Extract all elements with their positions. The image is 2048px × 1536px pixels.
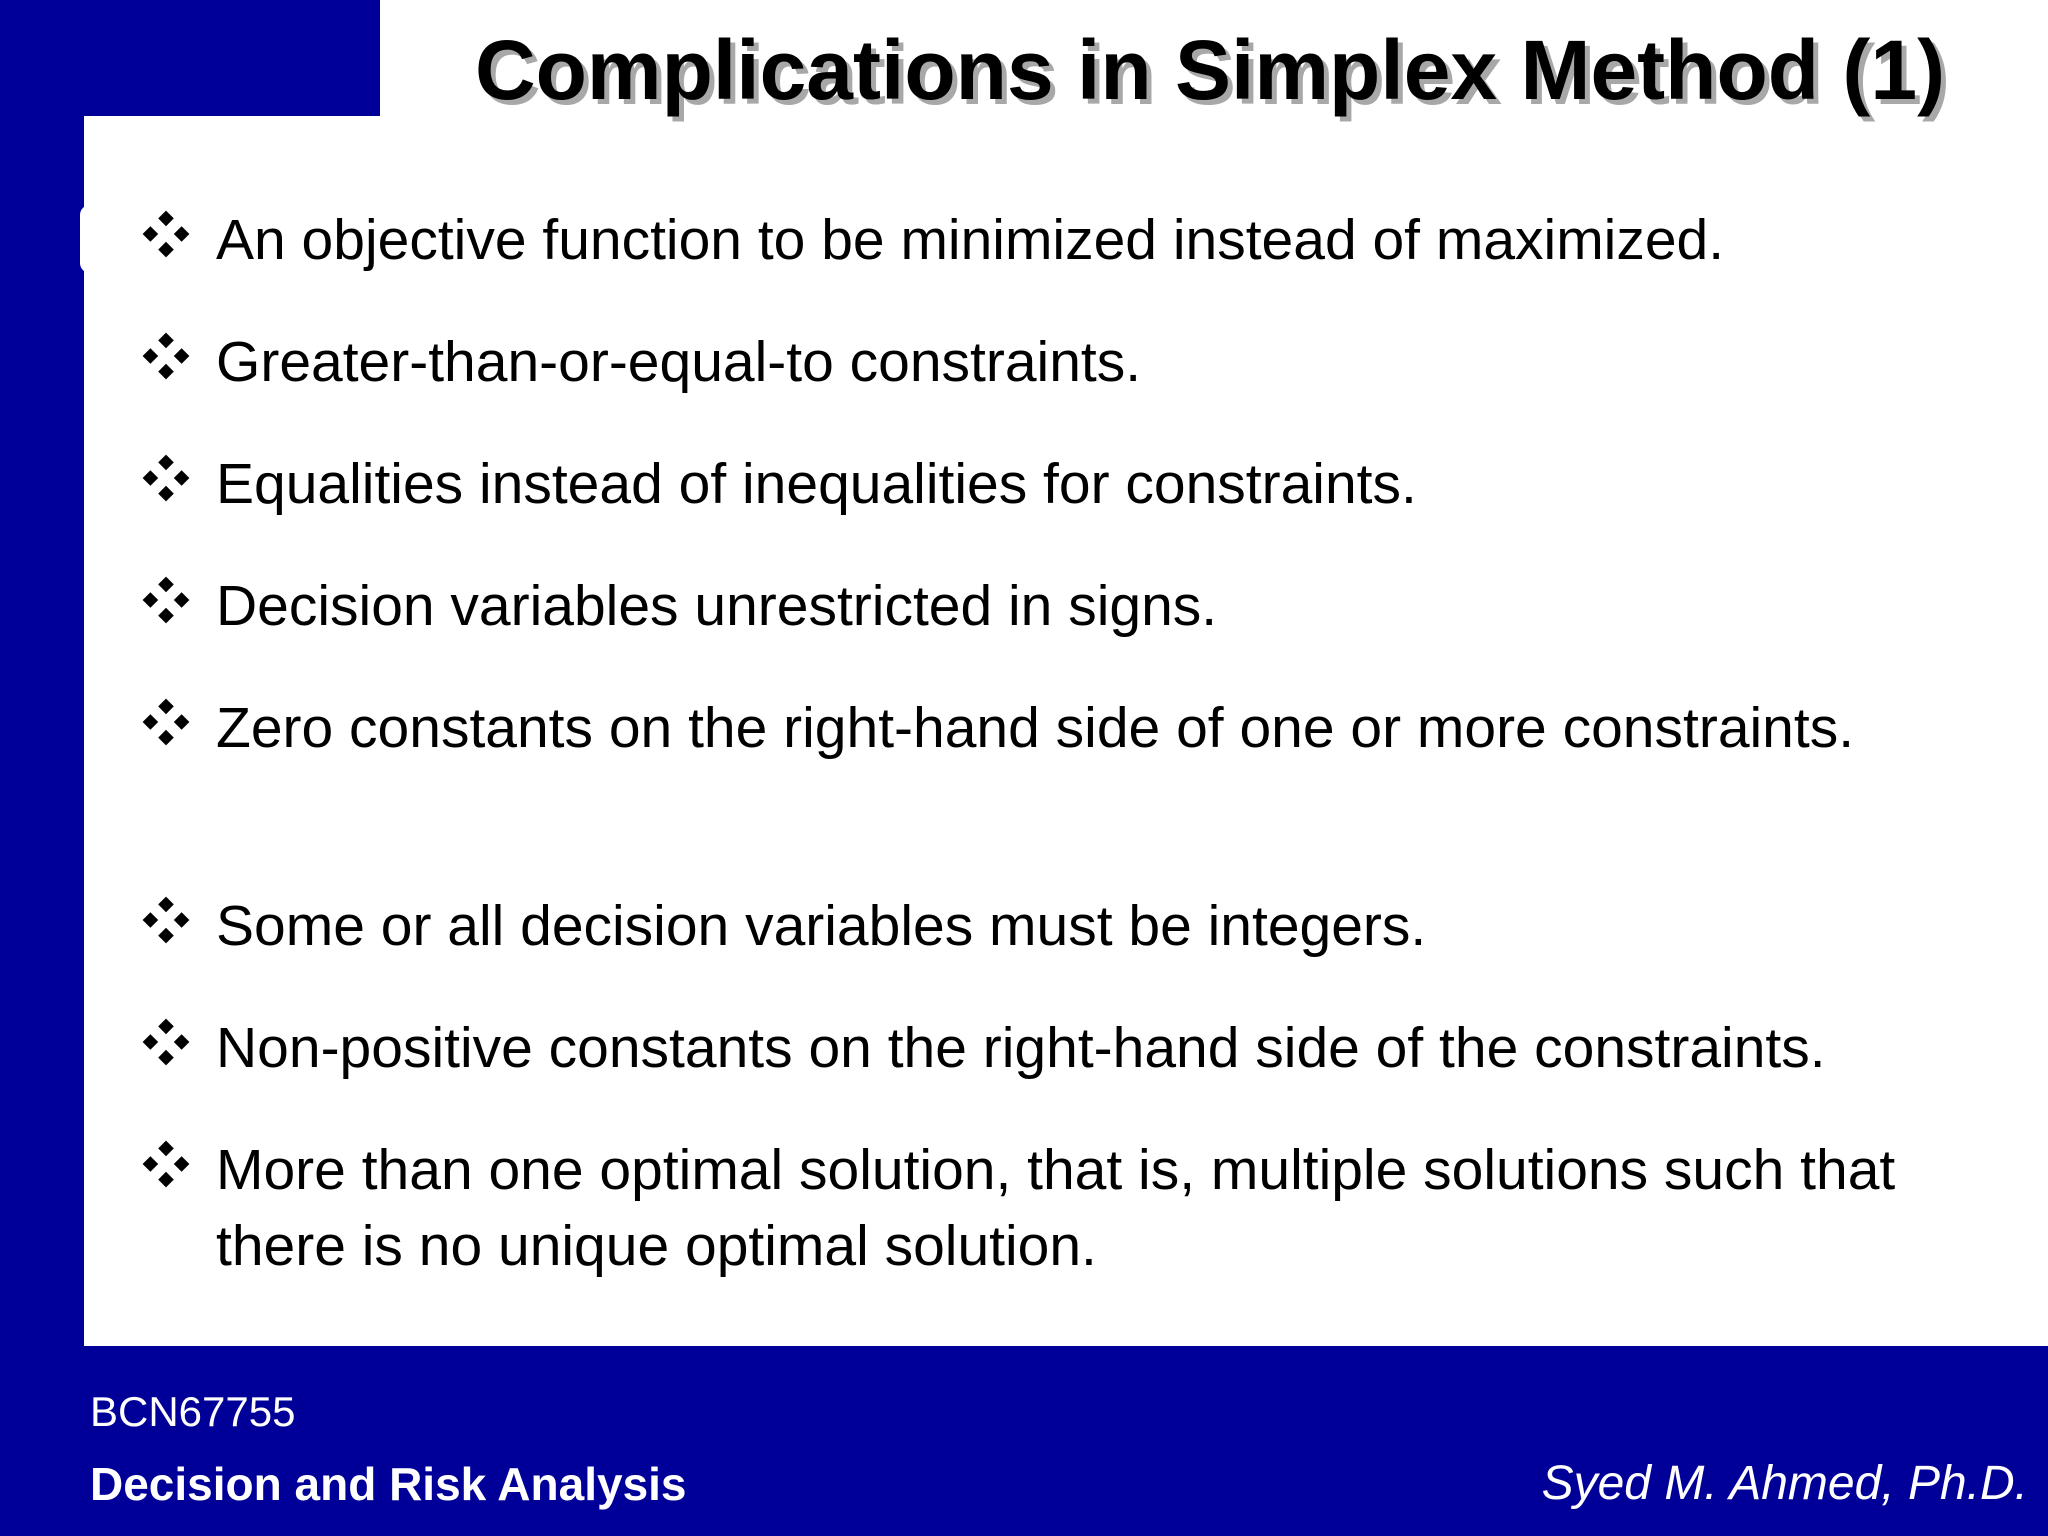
- bullet-text: Greater-than-or-equal-to constraints.: [216, 330, 1142, 394]
- bullet-text: More than one optimal solution, that is, multiple solutions such that there is no unique optimal solution.: [216, 1138, 1896, 1278]
- course-name: Decision and Risk Analysis: [90, 1458, 687, 1510]
- corner-notch: [80, 205, 92, 273]
- four-diamond-icon: [140, 1138, 192, 1190]
- four-diamond-icon: [140, 1016, 192, 1068]
- four-diamond-icon: [140, 696, 192, 748]
- bullet-text: Non-positive constants on the right-hand side of the constraints.: [216, 1016, 1826, 1080]
- bullet-text: An objective function to be minimized instead of maximized.: [216, 208, 1725, 272]
- bullet-text: Decision variables unrestricted in signs.: [216, 574, 1218, 638]
- rounded-corner: [0, 0, 380, 380]
- bullet-text: Some or all decision variables must be integers.: [216, 894, 1427, 958]
- course-code: BCN67755: [90, 1388, 296, 1435]
- four-diamond-icon: [140, 574, 192, 626]
- four-diamond-icon: [140, 894, 192, 946]
- four-diamond-icon: [140, 452, 192, 504]
- slide-title: Complications in Simplex Method (1): [474, 23, 1946, 117]
- four-diamond-icon: [140, 330, 192, 382]
- bullet-text: Equalities instead of inequalities for constraints.: [216, 452, 1417, 516]
- bullet-text: Zero constants on the right-hand side of one or more constraints.: [216, 696, 1855, 760]
- author-name: Syed M. Ahmed, Ph.D.: [1541, 1457, 2028, 1510]
- four-diamond-icon: [140, 208, 192, 260]
